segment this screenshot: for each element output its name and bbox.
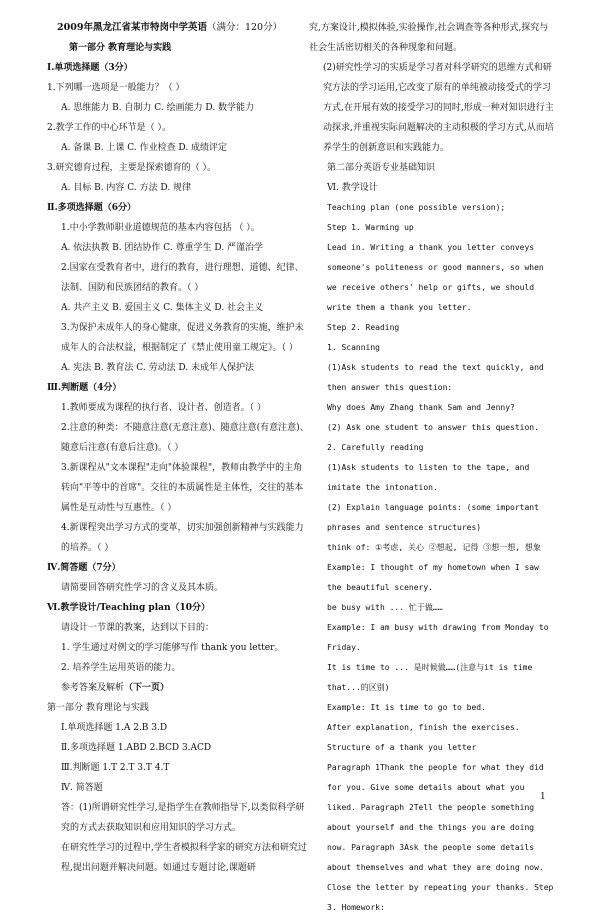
answers-heading — [47, 678, 309, 698]
busy-with: be busy with ... 忙于做…… — [327, 603, 443, 612]
part2-heading: 第二部分英语专业基础知识 — [327, 163, 436, 173]
multi-q3-options: A. 宪法 B. 教育法 C. 劳动法 D. 未成年人保护法 — [61, 363, 255, 373]
scan-task-1: (1)Ask students to read the text quickly, and then answer this question: — [327, 363, 544, 392]
judgment-q4: 4.新课程突出学习方式的变革，切实加强创新精神与实践能力的培养。（ ） — [61, 523, 304, 553]
judgment-q3: 3.新课程从"文本课程"走向"体验课程"，教师由教学中的主角转向"平等中的首席"。交往的本质属性是主体性，交往的基本属性是互动性与互惠性。（ ） — [61, 463, 304, 513]
step2: Step 2. Reading — [327, 323, 400, 332]
teaching-design-goal-1: 1. 学生通过对例文的学习能够写作 thank you letter。 — [61, 643, 284, 653]
after-explanation: After explanation, finish the exercises. — [327, 723, 520, 732]
answers-part1: 第一部分 教育理论与实践 — [47, 703, 149, 713]
answers-single: Ⅰ.单项选择题 1.A 2.B 3.D — [61, 723, 168, 733]
careful-task-2: (2) Explain language points: (some important phrases and sentence structures) — [327, 503, 539, 532]
exam-title-main: 2009年黑龙江省某市特岗中学英语 — [57, 22, 207, 33]
page-number: 1 — [540, 792, 546, 802]
lead-in: Lead in. Writing a thank you letter conveys someone's politeness or good manners, so when we receive others' help or gifts, we should write them a thank you letter. — [327, 243, 544, 312]
single-choice-heading: I.单项选择题（3分） — [47, 63, 133, 73]
letter-paragraphs: Paragraph 1Thank the people for what they did for you. Give some details about what you liked. Paragraph 2Tell the people something about yourself and the things you are doing now. Paragraph 3Ask the people some details about themselves and what they are doing now. Close the letter by repeating your thanks. Step 3. Homework: — [327, 763, 554, 912]
single-q2-options: A. 备课 B. 上课 C. 作业检查 D. 成绩评定 — [61, 143, 228, 153]
section6-heading: Ⅵ. 教学设计 — [327, 183, 378, 193]
short-answer-question: 请简要回答研究性学习的含义及其本质。 — [61, 583, 224, 593]
multi-q1: 1.中小学教师职业道德规范的基本内容包括 （ ）。 — [61, 223, 260, 233]
answer-para-continued: 究,方案设计,模拟体验,实验操作,社会调查等各种形式,探究与社会生活密切相关的各种现象和问题。 — [309, 23, 549, 53]
single-q3-options: A. 目标 B. 内容 C. 方法 D. 规律 — [61, 183, 192, 193]
single-q2: 2.教学工作的中心环节是（ ）。 — [47, 123, 171, 133]
judgment-q2: 2.注意的种类：不随意注意(无意注意)、随意注意(有意注意)、随意后注意(有意后注意)。（ ） — [61, 423, 309, 453]
letter-structure: Structure of a thank you letter — [327, 743, 477, 752]
left-column — [47, 18, 309, 878]
answers-para-2: 在研究性学习的过程中,学生者模拟科学家的研究方法和研究过程,提出问题并解决问题。如通过专题讨论,课题研 — [61, 843, 307, 873]
scanning: 1. Scanning — [327, 343, 380, 352]
judgment-q1: 1.教师要成为课程的执行者、设计者、创造者。（ ） — [61, 403, 266, 413]
answers-judge: Ⅲ.判断题 1.T 2.T 3.T 4.T — [61, 763, 170, 773]
time-to: It is time to ... 是时候做……(注意与it is time that...的区别) — [327, 663, 533, 692]
answers-short-heading: Ⅳ. 简答题 — [61, 783, 103, 793]
think-of: think of: ①考虑, 关心 ②想起, 记得 ③想一想, 想象 — [327, 543, 541, 552]
scan-task-2: (2) Ask one student to answer this question. — [327, 423, 539, 432]
exam-title — [47, 18, 309, 38]
part1-heading: 第一部分 教育理论与实践 — [69, 43, 172, 53]
example-2: Example: I am busy with drawing from Monday to Friday. — [327, 623, 549, 652]
answer-para-2: (2)研究性学习的实质是学习者对科学研究的思维方式和研究方法的学习运用,它改变了原有的单纯被动接受式的学习方式,在开展有效的接受学习的同时,形成一种对知识进行主动探求,并重视实际问题解决的主动积极的学习方式,从而培养学生的创新意识和实践能力。 — [323, 63, 554, 153]
right-column — [309, 18, 555, 918]
judgment-heading: Ⅲ.判断题（4分） — [47, 383, 122, 393]
example-3: Example: It is time to go to bed. — [327, 703, 486, 712]
example-1: Example: I thought of my hometown when I saw the beautiful scenery. — [327, 563, 539, 592]
short-answer-heading: Ⅳ.简答题（7分） — [47, 563, 121, 573]
multi-q3: 3.为保护未成年人的身心健康，促进义务教育的实施，维护未成年人的合法权益，根据制定了《禁止使用童工规定》。（ ） — [61, 323, 304, 353]
single-q1: 1.下列哪一选项是一般能力？（ ） — [47, 83, 185, 93]
multi-q2-options: A. 共产主义 B. 爱国主义 C. 集体主义 D. 社会主义 — [61, 303, 264, 313]
multi-choice-heading: Ⅱ.多项选择题（6分） — [47, 203, 136, 213]
careful-task-1: (1)Ask students to listen to the tape, and imitate the intonation. — [327, 463, 530, 492]
answers-para-1: 答：(1)所谓研究性学习,是指学生在教师指导下,以类似科学研究的方式去获取知识和应用知识的学习方式。 — [61, 803, 305, 833]
single-q3: 3.研究德育过程，主要是探索德育的（ ）。 — [47, 163, 216, 173]
teaching-design-heading: Ⅵ.教学设计/Teaching plan（10分） — [47, 603, 211, 613]
answers-multi: Ⅱ.多项选择题 1.ABD 2.BCD 3.ACD — [61, 743, 212, 753]
multi-q2: 2.国家在受教育者中，进行的教育，进行理想、道德、纪律、法制、国防和民族团结的教育。（ ） — [61, 263, 304, 293]
scan-question: Why does Amy Zhang thank Sam and Jenny? — [327, 403, 515, 412]
teaching-design-intro: 请设计一节课的教案，达到以下目的： — [61, 623, 215, 633]
exam-title-score: （满分：120分） — [206, 22, 283, 33]
answers-heading-next-page: （下一页） — [124, 683, 170, 693]
answers-heading-text: 参考答案及解析 — [61, 683, 125, 693]
step1: Step 1. Warming up — [327, 223, 414, 232]
plan-title: Teaching plan (one possible version); — [327, 203, 506, 212]
multi-q1-options: A. 依法执教 B. 团结协作 C. 尊重学生 D. 严谨治学 — [61, 243, 264, 253]
single-q1-options: A. 思维能力 B. 自制力 C. 绘画能力 D. 数学能力 — [61, 103, 255, 113]
careful-reading: 2. Carefully reading — [327, 443, 424, 452]
teaching-design-goal-2: 2. 培养学生运用英语的能力。 — [61, 663, 181, 673]
